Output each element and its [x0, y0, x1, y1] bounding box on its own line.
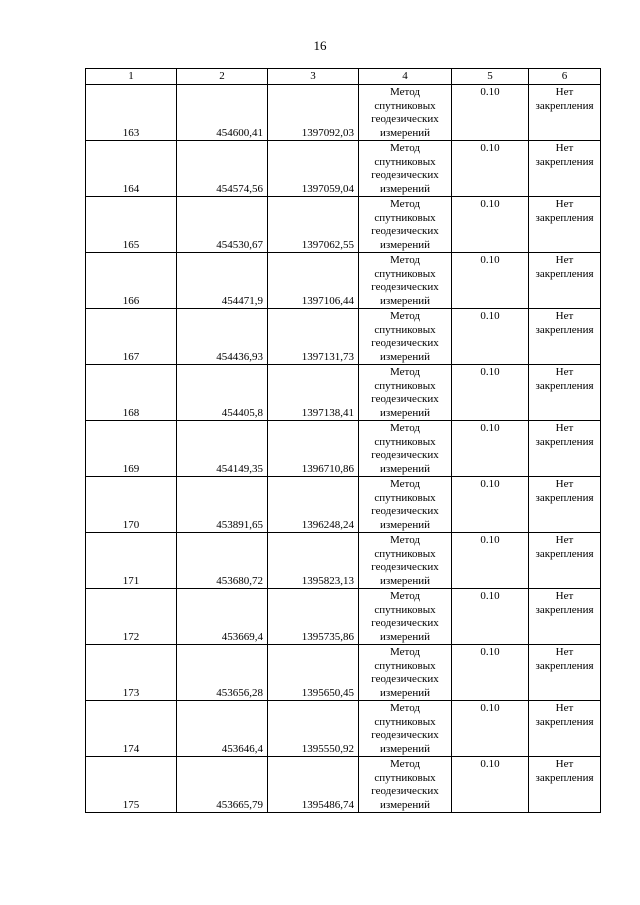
method-cell	[359, 645, 452, 701]
fixing-cell-line: закрепления	[535, 603, 594, 616]
method-cell-line: спутниковых	[374, 659, 436, 672]
method-cell	[359, 757, 452, 813]
column-header: 6	[529, 69, 601, 85]
y-coordinate-cell: 1395486,74	[268, 757, 359, 813]
x-coordinate-cell: 454149,35	[177, 421, 268, 477]
method-cell-line: спутниковых	[374, 99, 436, 112]
method-cell-line: измерений	[380, 518, 430, 531]
x-coordinate-cell: 453669,4	[177, 589, 268, 645]
method-cell	[359, 701, 452, 757]
y-coordinate-cell: 1395550,92	[268, 701, 359, 757]
accuracy-cell: 0.10	[452, 253, 529, 309]
fixing-cell-line: Нет	[555, 366, 574, 378]
method-cell-line: Метод	[390, 590, 420, 602]
method-cell	[359, 421, 452, 477]
fixing-cell	[529, 365, 601, 421]
method-cell-line: геодезических	[371, 505, 439, 517]
point-number-cell: 169	[86, 421, 177, 477]
y-coordinate-cell: 1396710,86	[268, 421, 359, 477]
table-row	[86, 421, 601, 477]
fixing-cell-line: закрепления	[535, 211, 594, 224]
method-cell-line: измерений	[380, 630, 430, 643]
fixing-cell-line: Нет	[555, 198, 574, 210]
accuracy-cell: 0.10	[452, 85, 529, 141]
y-coordinate-cell: 1397138,41	[268, 365, 359, 421]
y-coordinate-cell: 1397092,03	[268, 85, 359, 141]
table-row	[86, 589, 601, 645]
point-number-cell: 170	[86, 477, 177, 533]
method-cell-line: измерений	[380, 798, 430, 811]
method-cell-line: спутниковых	[374, 323, 436, 336]
fixing-cell-line: Нет	[555, 254, 574, 266]
x-coordinate-cell: 453656,28	[177, 645, 268, 701]
method-cell-line: измерений	[380, 238, 430, 251]
point-number-cell: 174	[86, 701, 177, 757]
method-cell-line: Метод	[390, 534, 420, 546]
method-cell-line: спутниковых	[374, 603, 436, 616]
method-cell-line: измерений	[380, 574, 430, 587]
point-number-cell: 164	[86, 141, 177, 197]
accuracy-cell: 0.10	[452, 757, 529, 813]
fixing-cell-line: Нет	[555, 142, 574, 154]
fixing-cell	[529, 309, 601, 365]
fixing-cell-line: закрепления	[535, 435, 594, 448]
fixing-cell	[529, 589, 601, 645]
accuracy-cell: 0.10	[452, 365, 529, 421]
point-number-cell: 171	[86, 533, 177, 589]
method-cell-line: геодезических	[371, 113, 439, 125]
fixing-cell-line: закрепления	[535, 771, 594, 784]
fixing-cell	[529, 701, 601, 757]
method-cell-line: геодезических	[371, 617, 439, 629]
y-coordinate-cell: 1395650,45	[268, 645, 359, 701]
method-cell-line: спутниковых	[374, 211, 436, 224]
fixing-cell-line: Нет	[555, 590, 574, 602]
method-cell-line: спутниковых	[374, 379, 436, 392]
fixing-cell-line: закрепления	[535, 491, 594, 504]
method-cell	[359, 85, 452, 141]
fixing-cell	[529, 645, 601, 701]
method-cell	[359, 141, 452, 197]
x-coordinate-cell: 454436,93	[177, 309, 268, 365]
fixing-cell-line: Нет	[555, 422, 574, 434]
table-body	[86, 85, 601, 813]
method-cell-line: спутниковых	[374, 155, 436, 168]
table-row	[86, 141, 601, 197]
fixing-cell-line: закрепления	[535, 379, 594, 392]
table-row	[86, 253, 601, 309]
table-row	[86, 365, 601, 421]
method-cell-line: геодезических	[371, 169, 439, 181]
x-coordinate-cell: 453646,4	[177, 701, 268, 757]
x-coordinate-cell: 454574,56	[177, 141, 268, 197]
fixing-cell	[529, 85, 601, 141]
table-row	[86, 701, 601, 757]
y-coordinate-cell: 1397131,73	[268, 309, 359, 365]
column-header: 3	[268, 69, 359, 85]
fixing-cell-line: закрепления	[535, 155, 594, 168]
table-row	[86, 533, 601, 589]
method-cell-line: измерений	[380, 294, 430, 307]
y-coordinate-cell: 1397059,04	[268, 141, 359, 197]
fixing-cell	[529, 141, 601, 197]
point-number-cell: 173	[86, 645, 177, 701]
table-header-row	[86, 69, 601, 85]
method-cell-line: геодезических	[371, 225, 439, 237]
accuracy-cell: 0.10	[452, 645, 529, 701]
table-row	[86, 757, 601, 813]
method-cell-line: геодезических	[371, 449, 439, 461]
accuracy-cell: 0.10	[452, 197, 529, 253]
point-number-cell: 172	[86, 589, 177, 645]
point-number-cell: 168	[86, 365, 177, 421]
y-coordinate-cell: 1397106,44	[268, 253, 359, 309]
fixing-cell-line: Нет	[555, 646, 574, 658]
y-coordinate-cell: 1395823,13	[268, 533, 359, 589]
column-header: 4	[359, 69, 452, 85]
method-cell	[359, 253, 452, 309]
method-cell	[359, 197, 452, 253]
method-cell-line: спутниковых	[374, 435, 436, 448]
column-header: 2	[177, 69, 268, 85]
method-cell-line: измерений	[380, 742, 430, 755]
method-cell-line: Метод	[390, 758, 420, 770]
method-cell-line: спутниковых	[374, 547, 436, 560]
method-cell-line: Метод	[390, 86, 420, 98]
x-coordinate-cell: 454530,67	[177, 197, 268, 253]
x-coordinate-cell: 454471,9	[177, 253, 268, 309]
method-cell-line: Метод	[390, 366, 420, 378]
table-row	[86, 309, 601, 365]
method-cell-line: геодезических	[371, 673, 439, 685]
method-cell-line: геодезических	[371, 337, 439, 349]
method-cell-line: Метод	[390, 254, 420, 266]
fixing-cell	[529, 477, 601, 533]
method-cell-line: измерений	[380, 406, 430, 419]
method-cell-line: измерений	[380, 686, 430, 699]
point-number-cell: 166	[86, 253, 177, 309]
method-cell-line: Метод	[390, 646, 420, 658]
method-cell-line: геодезических	[371, 729, 439, 741]
fixing-cell	[529, 757, 601, 813]
fixing-cell-line: закрепления	[535, 99, 594, 112]
x-coordinate-cell: 454600,41	[177, 85, 268, 141]
method-cell	[359, 477, 452, 533]
method-cell-line: измерений	[380, 126, 430, 139]
method-cell-line: спутниковых	[374, 771, 436, 784]
method-cell-line: геодезических	[371, 561, 439, 573]
point-number-cell: 167	[86, 309, 177, 365]
x-coordinate-cell: 453680,72	[177, 533, 268, 589]
point-number-cell: 165	[86, 197, 177, 253]
fixing-cell	[529, 421, 601, 477]
method-cell-line: спутниковых	[374, 715, 436, 728]
x-coordinate-cell: 453665,79	[177, 757, 268, 813]
fixing-cell-line: закрепления	[535, 659, 594, 672]
fixing-cell-line: Нет	[555, 86, 574, 98]
method-cell-line: Метод	[390, 310, 420, 322]
fixing-cell	[529, 533, 601, 589]
fixing-cell-line: закрепления	[535, 547, 594, 560]
method-cell-line: измерений	[380, 182, 430, 195]
y-coordinate-cell: 1397062,55	[268, 197, 359, 253]
fixing-cell	[529, 253, 601, 309]
column-header: 1	[86, 69, 177, 85]
method-cell	[359, 309, 452, 365]
accuracy-cell: 0.10	[452, 141, 529, 197]
method-cell-line: геодезических	[371, 393, 439, 405]
fixing-cell-line: Нет	[555, 310, 574, 322]
method-cell-line: Метод	[390, 198, 420, 210]
fixing-cell-line: закрепления	[535, 715, 594, 728]
column-header: 5	[452, 69, 529, 85]
method-cell-line: Метод	[390, 142, 420, 154]
accuracy-cell: 0.10	[452, 477, 529, 533]
method-cell-line: измерений	[380, 462, 430, 475]
method-cell-line: Метод	[390, 478, 420, 490]
method-cell	[359, 589, 452, 645]
method-cell-line: спутниковых	[374, 267, 436, 280]
x-coordinate-cell: 454405,8	[177, 365, 268, 421]
accuracy-cell: 0.10	[452, 589, 529, 645]
method-cell-line: спутниковых	[374, 491, 436, 504]
accuracy-cell: 0.10	[452, 533, 529, 589]
coordinates-table	[85, 68, 601, 813]
fixing-cell-line: закрепления	[535, 323, 594, 336]
table-row	[86, 197, 601, 253]
y-coordinate-cell: 1396248,24	[268, 477, 359, 533]
table-row	[86, 85, 601, 141]
method-cell-line: геодезических	[371, 281, 439, 293]
y-coordinate-cell: 1395735,86	[268, 589, 359, 645]
fixing-cell	[529, 197, 601, 253]
page-number: 16	[313, 38, 327, 53]
accuracy-cell: 0.10	[452, 309, 529, 365]
point-number-cell: 163	[86, 85, 177, 141]
fixing-cell-line: Нет	[555, 478, 574, 490]
fixing-cell-line: закрепления	[535, 267, 594, 280]
method-cell-line: геодезических	[371, 785, 439, 797]
point-number-cell: 175	[86, 757, 177, 813]
accuracy-cell: 0.10	[452, 421, 529, 477]
x-coordinate-cell: 453891,65	[177, 477, 268, 533]
accuracy-cell: 0.10	[452, 701, 529, 757]
table-row	[86, 645, 601, 701]
method-cell-line: измерений	[380, 350, 430, 363]
fixing-cell-line: Нет	[555, 702, 574, 714]
table-row	[86, 477, 601, 533]
fixing-cell-line: Нет	[555, 758, 574, 770]
method-cell-line: Метод	[390, 702, 420, 714]
fixing-cell-line: Нет	[555, 534, 574, 546]
method-cell	[359, 365, 452, 421]
method-cell-line: Метод	[390, 422, 420, 434]
method-cell	[359, 533, 452, 589]
